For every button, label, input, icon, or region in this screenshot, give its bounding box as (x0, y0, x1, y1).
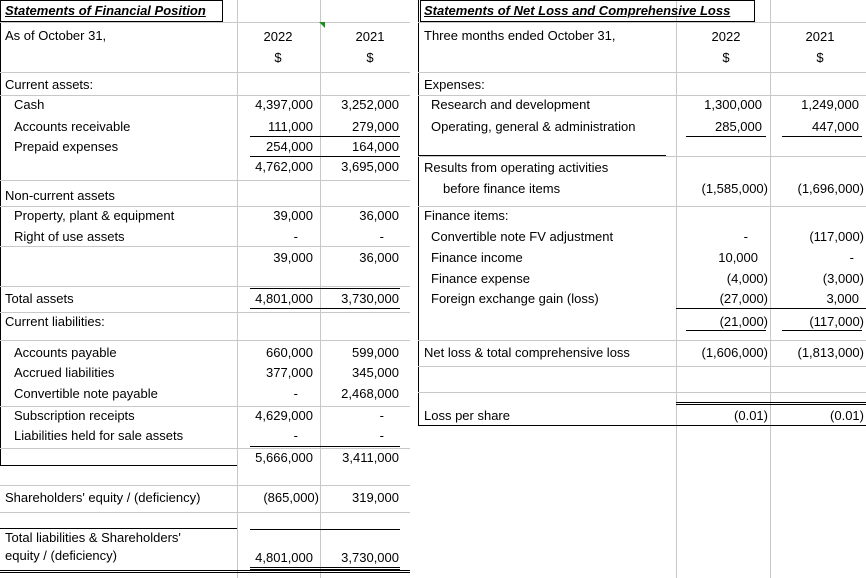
net-loss-statement: Statements of Net Loss and Comprehensive Loss Three months ended October 31, 2022 2021 $ $ Expenses: Research and development 1,300,000 1,249,000 Operating, general & administration 285,000 447,000 Results from operating activities before finance items (1,585,000) (1,696,000) Finance items: Convertible note FV adjustment - (117,000) Finance income 10,000 - Finance expense (4,000) (3,000) Foreign exchange gain (loss) (27,000) 3,000 (21,000) (117,000) Net loss & total comprehensive loss (1,606,000) (1,813,000) Loss per share (0.01) (0.01) (410, 0, 866, 578)
currency-2021: $ (816, 50, 824, 65)
loss-title: Statements of Net Loss and Comprehensive Loss (424, 3, 731, 18)
grid-line (420, 0, 421, 22)
grid-line (418, 0, 419, 22)
year-2021-header: 2021 (805, 29, 835, 44)
noncurrent-assets-label-clip: Non-current assets (5, 188, 115, 203)
year-2022-header: 2022 (711, 29, 741, 44)
comment-marker-icon (319, 22, 325, 28)
currency-2022: $ (722, 50, 730, 65)
currency-2021: $ (366, 50, 374, 65)
year-2021-header: 2021 (355, 29, 385, 44)
finance-items-label: Finance items: (424, 208, 509, 223)
results-label-line1: Results from operating activities (424, 160, 609, 175)
grid-line (222, 0, 223, 22)
year-2022-header: 2022 (263, 29, 293, 44)
grid-line (754, 0, 755, 22)
grid-line (770, 0, 771, 578)
grid-line (0, 0, 1, 466)
current-liabilities-label: Current liabilities: (5, 314, 105, 329)
current-assets-label: Current assets: (5, 77, 94, 92)
position-subtitle: As of October 31, (5, 28, 107, 43)
expenses-label: Expenses: (424, 77, 485, 92)
grid-line (676, 0, 677, 578)
position-title: Statements of Financial Position (5, 3, 206, 18)
financial-position-statement: Statements of Financial Position As of October 31, 2022 2021 $ $ Current assets: Cash 4,397,000 3,252,000 Accounts receivable 111,000 279,000 Prepaid expenses 254,000 164,000 4,762,000 3,695,000 Non-current assets Property, plant & equipment 39,000 36,000 Right of use assets - - 39,000 36,000 Total assets 4,801,000 3,730,000 Current liabilities: Accounts payable 660,000 599,000 Accrued liabilities 377,000 345,000 Convertible note payable - 2,468,000 Subscription receipts 4,629,000 - Liabilities held for sale assets - - 5,666,000 3,411,000 Shareholders' equity / (deficiency) (865,000) 319,000 Total liabilities & Shareholders' equity / (deficiency) 4,801,000 3,730,000 (0, 0, 410, 578)
currency-2022: $ (274, 50, 282, 65)
loss-subtitle: Three months ended October 31, (424, 28, 616, 43)
